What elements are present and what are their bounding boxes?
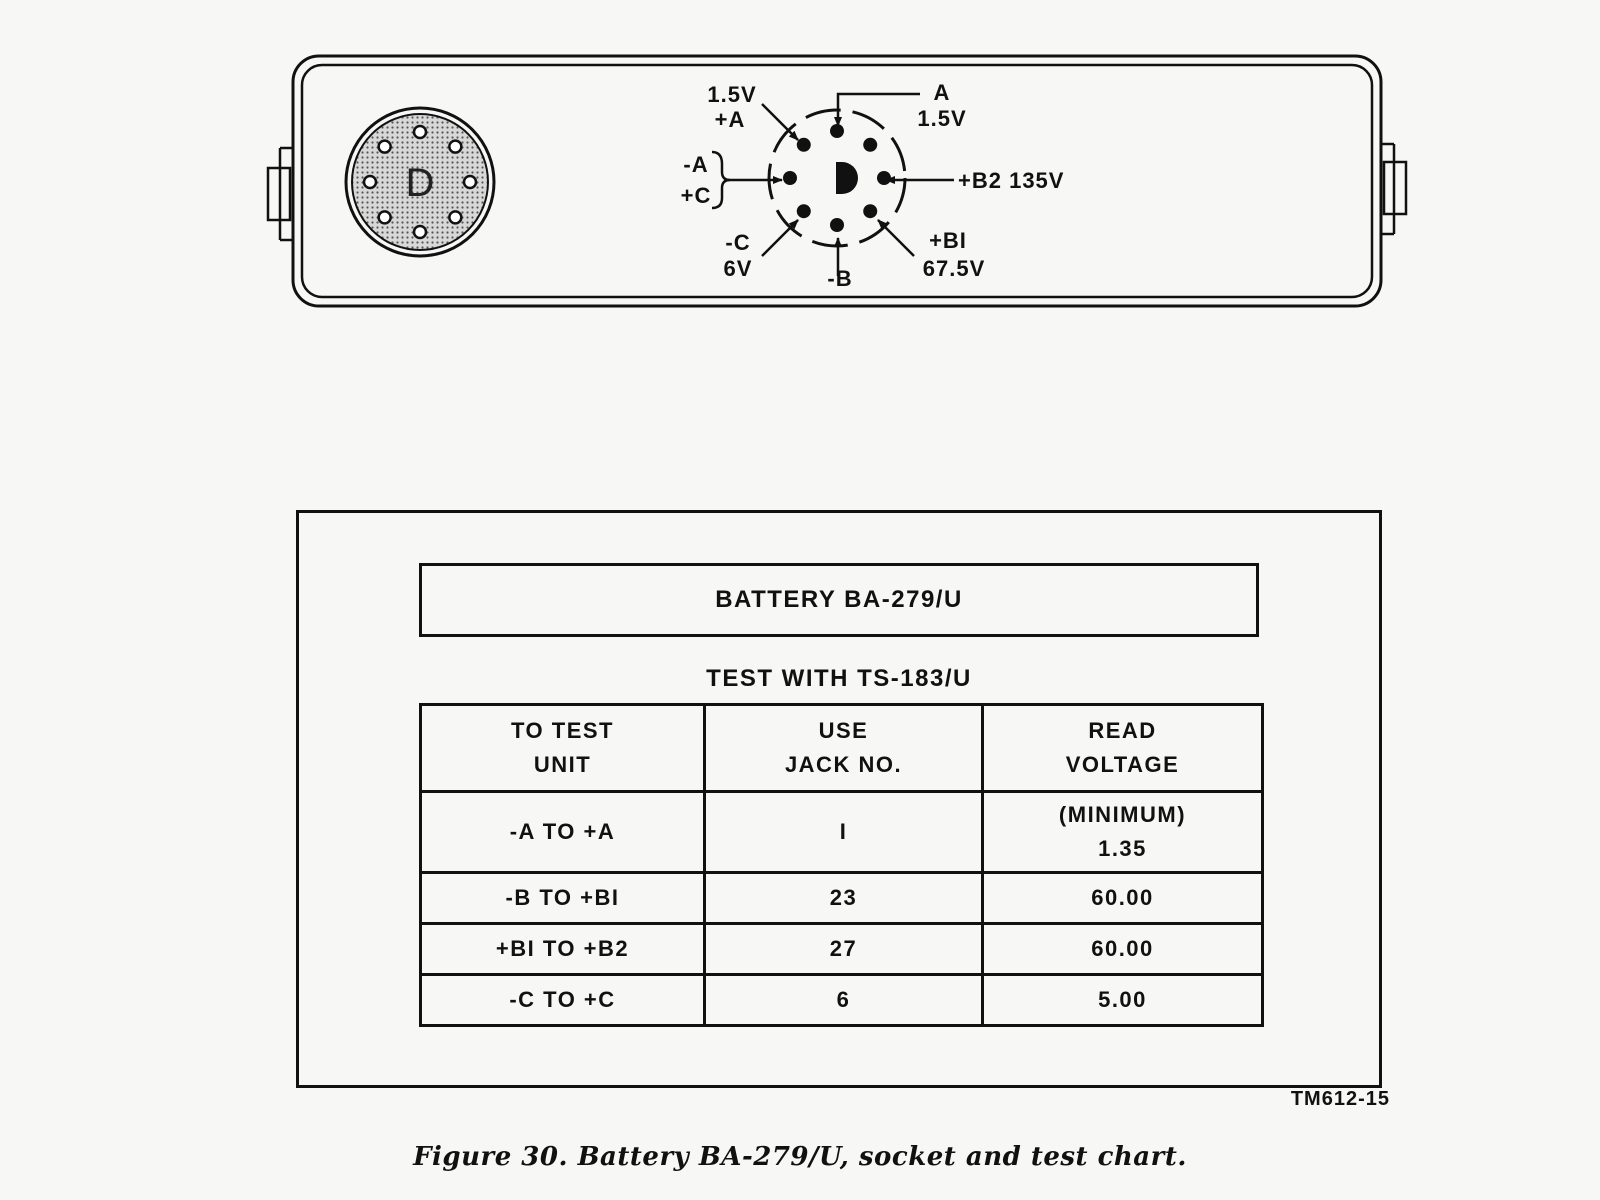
cell-jack: 23 — [705, 873, 983, 924]
test-chart-frame — [296, 510, 1382, 1088]
socket-pin-hole — [464, 176, 476, 188]
pin-label-bottom-left-terminal: -C — [725, 230, 751, 255]
socket-key-letter: D — [405, 161, 435, 205]
battery-top-view-diagram — [0, 0, 1600, 340]
socket-pin-hole — [414, 226, 426, 238]
cell-unit: -A TO +A — [421, 792, 705, 873]
right-side-tab — [1381, 144, 1406, 234]
pin-label-top-right-terminal: A — [933, 80, 951, 105]
pinout-pin — [797, 138, 811, 152]
pin-label-bottom-right-terminal: +BI — [929, 228, 967, 253]
cell-voltage — [983, 792, 1263, 873]
cell-unit: -B TO +BI — [421, 873, 705, 924]
socket-pin-hole — [449, 211, 461, 223]
header-use-jack-no: USE JACK NO. — [705, 705, 983, 792]
cell-voltage: 60.00 — [983, 924, 1263, 975]
pin-label-top-right-voltage: 1.5V — [917, 106, 967, 131]
pin-label-left-lower-terminal: +C — [680, 183, 712, 208]
socket-pin-hole — [379, 141, 391, 153]
pinout-pin — [830, 124, 844, 138]
table-header-row — [421, 705, 1263, 792]
pin-label-left-upper-terminal: -A — [683, 152, 709, 177]
test-table — [419, 703, 1264, 1027]
table-row — [421, 792, 1263, 873]
chart-title: BATTERY BA-279/U — [419, 563, 1259, 637]
pinout-pin — [830, 218, 844, 232]
cell-voltage: 60.00 — [983, 873, 1263, 924]
socket-pin-hole — [414, 126, 426, 138]
pinout-pin — [797, 204, 811, 218]
cell-voltage-note: (MINIMUM) — [1058, 802, 1187, 827]
cell-voltage-value: 1.35 — [1098, 836, 1147, 861]
header-to-test-unit: TO TEST UNIT — [421, 705, 705, 792]
tm-reference-code: TM612-15 — [1290, 1088, 1390, 1110]
cell-unit: +BI TO +B2 — [421, 924, 705, 975]
pinout-pin — [863, 138, 877, 152]
table-row — [421, 873, 1263, 924]
pin-labels — [681, 80, 1065, 291]
cell-unit: -C TO +C — [421, 975, 705, 1026]
figure-caption: Figure 30. Battery BA-279/U, socket and test chart. — [413, 1142, 1187, 1172]
cell-voltage: 5.00 — [983, 975, 1263, 1026]
table-row — [421, 975, 1263, 1026]
pin-label-top-left-terminal: +A — [714, 107, 746, 132]
pin-label-top-left-voltage: 1.5V — [707, 82, 757, 107]
cell-jack: 27 — [705, 924, 983, 975]
pin-label-right-terminal: +B2 135V — [958, 168, 1065, 193]
cell-jack: I — [705, 792, 983, 873]
pinout-pin — [877, 171, 891, 185]
pin-label-bottom-right-voltage: 67.5V — [922, 256, 986, 281]
pinout-pin — [863, 204, 877, 218]
socket-physical-view — [346, 108, 494, 256]
pinout-key — [836, 162, 858, 194]
header-read-voltage: READ VOLTAGE — [983, 705, 1263, 792]
socket-pin-hole — [449, 141, 461, 153]
pinout-pin — [783, 171, 797, 185]
table-row — [421, 924, 1263, 975]
socket-pin-hole — [364, 176, 376, 188]
chart-subtitle: TEST WITH TS-183/U — [706, 665, 972, 692]
socket-pin-hole — [379, 211, 391, 223]
pin-label-bottom-terminal: -B — [827, 266, 853, 291]
pin-label-bottom-left-voltage: 6V — [723, 256, 753, 281]
left-side-tab — [268, 148, 293, 240]
cell-jack: 6 — [705, 975, 983, 1026]
